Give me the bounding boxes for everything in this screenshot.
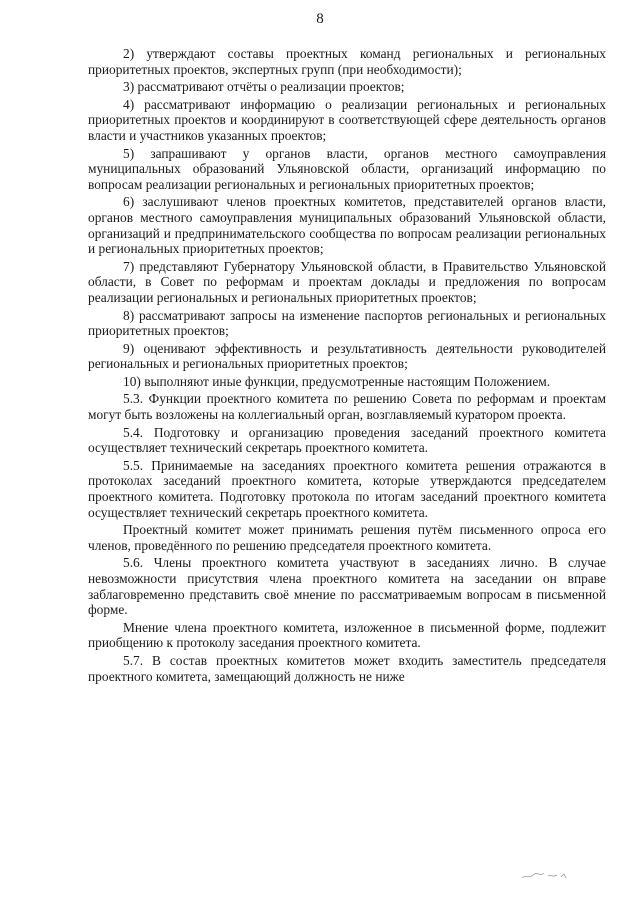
- document-body: [88, 46, 606, 686]
- paragraph-item-9: 9) оценивают эффективность и результативность деятельности руководителей региональных и региональных приоритетных проектов;: [88, 340, 606, 372]
- paragraph-item-5: 5) запрашивают у органов власти, органов местного самоуправления муниципальных образований Ульяновской области, организаций информацию по вопросам реализации региональных и региональных приоритетных проектов;: [88, 145, 606, 192]
- paragraph-item-3: 3) рассматривают отчёты о реализации проектов;: [123, 79, 405, 95]
- page-number: 8: [316, 11, 324, 27]
- paragraph-item-8: 8) рассматривают запросы на изменение паспортов региональных и региональных приоритетных проектов;: [88, 307, 606, 339]
- pen-mark-icon: [520, 868, 570, 882]
- paragraph-5-7: 5.7. В состав проектных комитетов может входить заместитель председателя проектного комитета, замещающий должность не ниже: [88, 652, 606, 684]
- paragraph-item-6: 6) заслушивают членов проектных комитетов, представителей органов власти, органов местного самоуправления муниципальных образований Ульяновской области, организаций и предпринимательского сообщества по вопросам реализации региональных и региональных приоритетных проектов;: [88, 194, 606, 257]
- paragraph-item-4: 4) рассматривают информацию о реализации региональных и региональных приоритетных проектов и координируют в соответствующей сфере деятельность органов власти и участников указанных проектов;: [88, 96, 606, 143]
- paragraph-5-5: 5.5. Принимаемые на заседаниях проектного комитета решения отражаются в протоколах заседаний проектного комитета, которые утверждаются председателем проектного комитета. Подготовку протокола по итогам заседаний проектного комитета осуществляет технический секретарь проектного комитета.: [88, 457, 606, 520]
- paragraph-item-10: 10) выполняют иные функции, предусмотренные настоящим Положением.: [123, 373, 551, 389]
- paragraph-written-poll: Проектный комитет может принимать решения путём письменного опроса его членов, проведённого по решению председателя проектного комитета.: [88, 522, 606, 553]
- paragraph-5-3: 5.3. Функции проектного комитета по решению Совета по реформам и проектам могут быть возложены на коллегиальный орган, возглавляемый куратором проекта.: [88, 391, 606, 423]
- paragraph-item-2: 2) утверждают составы проектных команд региональных и региональных приоритетных проектов, экспертных групп (при необходимости);: [88, 46, 606, 77]
- paragraph-written-opinion: Мнение члена проектного комитета, изложенное в письменной форме, подлежит приобщению к протоколу заседания проектного комитета.: [88, 619, 606, 651]
- paragraph-5-4: 5.4. Подготовку и организацию проведения заседаний проектного комитета осуществляет технический секретарь проектного комитета.: [88, 424, 606, 456]
- paragraph-item-7: 7) представляют Губернатору Ульяновской области, в Правительство Ульяновской области, в Совет по реформам и проектам доклады и предложения по вопросам реализации региональных и региональных приоритетных проектов;: [88, 258, 606, 305]
- paragraph-5-6: 5.6. Члены проектного комитета участвуют в заседаниях лично. В случае невозможности присутствия члена проектного комитета на заседании он вправе заблаговременно представить своё мнение по рассматриваемым вопросам в письменной форме.: [88, 555, 606, 618]
